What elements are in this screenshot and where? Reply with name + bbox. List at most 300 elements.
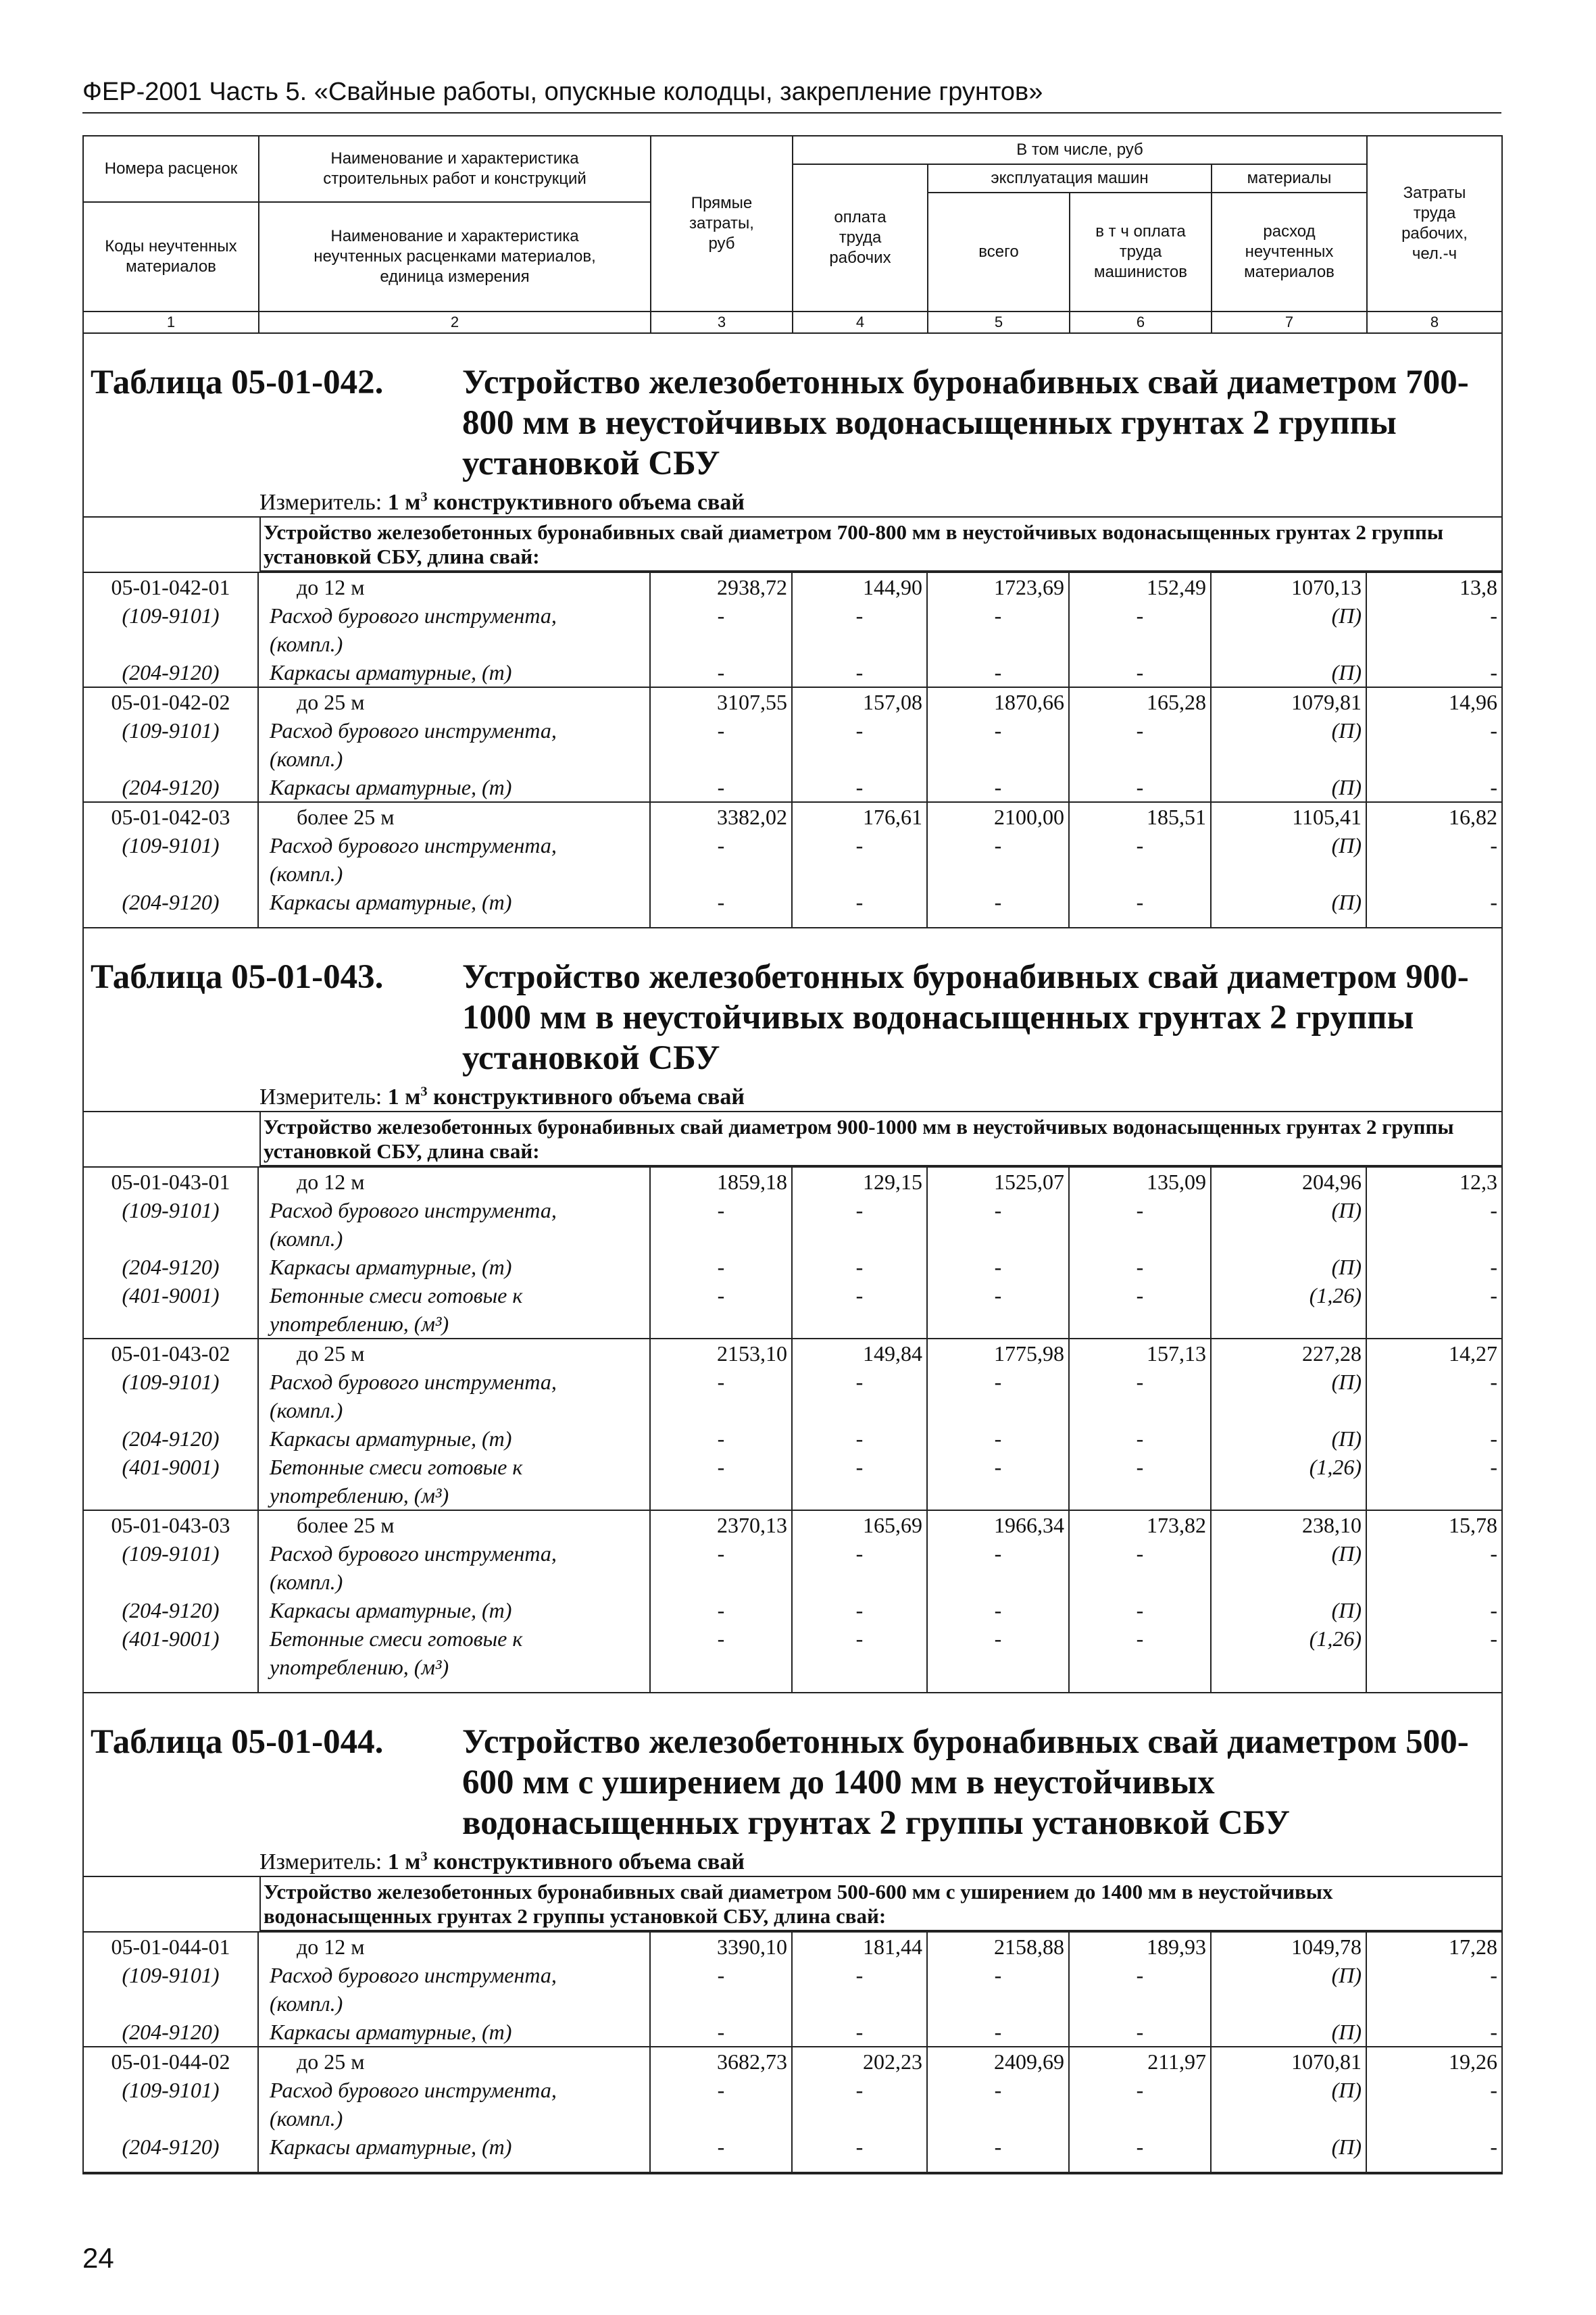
resource-name: Расход бурового инструмента, (компл.) [258, 1539, 650, 1596]
rate-materials: 227,28 [1211, 1339, 1366, 1368]
resource-value: - [1366, 888, 1501, 916]
resource-value: - [1069, 1368, 1211, 1424]
rate-materials: 1070,13 [1211, 572, 1366, 601]
header-name-top: Наименование и характеристика строительных работ и конструкций [323, 149, 587, 188]
resource-value: - [650, 2076, 792, 2133]
header-rule [82, 112, 1501, 114]
rate-labor: 17,28 [1366, 1932, 1501, 1961]
resource-name: Каркасы арматурные, (т) [258, 2018, 650, 2047]
spacer-cell [1211, 1681, 1366, 1692]
resource-quantity: (П) [1211, 1253, 1366, 1281]
table-meter [84, 484, 1501, 518]
rate-direct-cost: 1859,18 [650, 1167, 792, 1196]
rate-name: более 25 м [258, 802, 650, 831]
resource-value: - [792, 1424, 927, 1453]
rate-row [84, 572, 1501, 601]
rate-labor-pay: 176,61 [792, 802, 927, 831]
resource-code: (204-9120) [122, 890, 220, 914]
resource-value: - [792, 658, 927, 687]
resource-row [84, 1596, 1501, 1624]
spacer-cell [1211, 916, 1366, 927]
spacer-cell [792, 916, 927, 927]
resource-row [84, 2018, 1501, 2047]
rate-machinist-pay: 157,13 [1069, 1339, 1211, 1368]
column-number: 7 [1285, 314, 1294, 330]
rate-name: до 25 м [258, 687, 650, 716]
rate-machinist-pay: 211,97 [1069, 2047, 1211, 2076]
rate-labor: 16,82 [1366, 802, 1501, 831]
rate-code: 05-01-042-03 [84, 802, 258, 831]
resource-value: - [1069, 658, 1211, 687]
resource-value: - [792, 1961, 927, 2018]
resource-value: - [1069, 1281, 1211, 1339]
rate-row [84, 802, 1501, 831]
meter-unit: 1 м [387, 1085, 421, 1110]
resource-name: Каркасы арматурные, (т) [258, 1253, 650, 1281]
rate-machines-total: 2100,00 [927, 802, 1069, 831]
resource-value: - [792, 716, 927, 773]
spacer-cell [84, 2161, 258, 2172]
header-labor: Затраты труда рабочих, чел.-ч [1401, 184, 1468, 263]
resource-quantity: (П) [1211, 716, 1366, 773]
resource-value: - [1069, 2018, 1211, 2047]
resource-value: - [650, 2018, 792, 2047]
resource-name: Бетонные смеси готовые к употреблению, (м³) [258, 1281, 650, 1339]
rate-machinist-pay: 185,51 [1069, 802, 1211, 831]
resource-code: (204-9120) [122, 1426, 220, 1451]
table-title: Устройство железобетонных буронабивных свай диаметром 500-600 мм с уширением до 1400 мм в неустойчивых водонасыщенных грунтах 2 группы установкой СБУ [462, 1723, 1469, 1842]
resource-quantity: (1,26) [1211, 1453, 1366, 1510]
price-document [82, 135, 1503, 2174]
resource-value: - [927, 2076, 1069, 2133]
rate-direct-cost: 3682,73 [650, 2047, 792, 2076]
table-meter [84, 1843, 1501, 1877]
table-title: Устройство железобетонных буронабивных свай диаметром 700-800 мм в неустойчивых водонасыщенных грунтах 2 группы установкой СБУ [462, 364, 1469, 482]
resource-value: - [927, 831, 1069, 888]
resource-value: - [650, 1196, 792, 1253]
rate-name: до 12 м [258, 1932, 650, 1961]
resource-code: (204-9120) [122, 1598, 220, 1622]
rate-materials: 204,96 [1211, 1167, 1366, 1196]
resource-value: - [1366, 1961, 1501, 2018]
rate-code: 05-01-042-01 [84, 572, 258, 601]
resource-row [84, 1253, 1501, 1281]
resource-code: (204-9120) [122, 2135, 220, 2159]
column-number: 2 [450, 314, 459, 330]
resource-value: - [792, 1596, 927, 1624]
rate-direct-cost: 2370,13 [650, 1510, 792, 1539]
group-description: Устройство железобетонных буронабивных свай диаметром 700-800 мм в неустойчивых водонасыщенных грунтах 2 группы установкой СБУ, длина свай: [259, 518, 1501, 572]
rate-labor-pay: 129,15 [792, 1167, 927, 1196]
resource-value: - [792, 773, 927, 802]
resource-code: (401-9001) [122, 1626, 220, 1651]
resource-value: - [1366, 1424, 1501, 1453]
resource-row [84, 1368, 1501, 1424]
resource-value: - [1366, 716, 1501, 773]
resource-row [84, 831, 1501, 888]
resource-quantity: (П) [1211, 1539, 1366, 1596]
resource-quantity: (1,26) [1211, 1624, 1366, 1681]
section-spacer [84, 916, 1501, 927]
rate-row [84, 687, 1501, 716]
spacer-cell [927, 2161, 1069, 2172]
rate-direct-cost: 3107,55 [650, 687, 792, 716]
table-title: Устройство железобетонных буронабивных свай диаметром 900-1000 мм в неустойчивых водонасыщенных грунтах 2 группы установкой СБУ [462, 958, 1469, 1077]
column-number: 6 [1136, 314, 1145, 330]
resource-value: - [1366, 1624, 1501, 1681]
resource-quantity: (1,26) [1211, 1281, 1366, 1339]
resource-value: - [650, 773, 792, 802]
resource-quantity: (П) [1211, 1961, 1366, 2018]
resource-quantity: (П) [1211, 1596, 1366, 1624]
resource-quantity: (П) [1211, 658, 1366, 687]
spacer-cell [650, 916, 792, 927]
resource-name: Расход бурового инструмента, (компл.) [258, 1368, 650, 1424]
resource-value: - [792, 1281, 927, 1339]
resource-name: Расход бурового инструмента, (компл.) [258, 1196, 650, 1253]
rate-labor: 12,3 [1366, 1167, 1501, 1196]
resource-quantity: (П) [1211, 1424, 1366, 1453]
resource-quantity: (П) [1211, 1196, 1366, 1253]
header-machines-total: всего [978, 243, 1019, 261]
resource-value: - [650, 888, 792, 916]
resource-value: - [1069, 1453, 1211, 1510]
resource-quantity: (П) [1211, 2018, 1366, 2047]
resource-value: - [650, 1424, 792, 1453]
resource-code: (109-9101) [122, 603, 220, 628]
spacer-cell [1069, 2161, 1211, 2172]
resource-value: - [927, 601, 1069, 658]
table-heading [84, 1693, 1501, 1843]
resource-value: - [1366, 1539, 1501, 1596]
rate-labor: 13,8 [1366, 572, 1501, 601]
table-code: Таблица 05-01-043. [91, 958, 384, 996]
resource-value: - [792, 601, 927, 658]
resource-value: - [792, 1368, 927, 1424]
spacer-cell [792, 1681, 927, 1692]
rate-machines-total: 1966,34 [927, 1510, 1069, 1539]
column-number: 5 [994, 314, 1003, 330]
resource-value: - [650, 1596, 792, 1624]
resource-quantity: (П) [1211, 831, 1366, 888]
resource-name: Каркасы арматурные, (т) [258, 2133, 650, 2161]
resource-value: - [927, 1539, 1069, 1596]
resource-value: - [650, 1961, 792, 2018]
resource-value: - [1069, 601, 1211, 658]
resource-value: - [1366, 1453, 1501, 1510]
meter-description: конструктивного объема свай [433, 490, 745, 515]
resource-row [84, 773, 1501, 802]
spacer-cell [258, 1681, 650, 1692]
resource-name: Каркасы арматурные, (т) [258, 658, 650, 687]
resource-code: (204-9120) [122, 660, 220, 684]
resource-value: - [650, 1253, 792, 1281]
rate-labor: 14,27 [1366, 1339, 1501, 1368]
resource-value: - [1069, 888, 1211, 916]
spacer-cell [258, 916, 650, 927]
rate-labor-pay: 202,23 [792, 2047, 927, 2076]
group-description: Устройство железобетонных буронабивных свай диаметром 900-1000 мм в неустойчивых водонасыщенных грунтах 2 группы установкой СБУ, длина свай: [259, 1112, 1501, 1166]
rate-materials: 1105,41 [1211, 802, 1366, 831]
resource-value: - [1366, 773, 1501, 802]
column-number: 8 [1430, 314, 1439, 330]
rate-labor-pay: 157,08 [792, 687, 927, 716]
rate-machines-total: 1723,69 [927, 572, 1069, 601]
spacer-cell [1069, 916, 1211, 927]
meter-description: конструктивного объема свай [433, 1085, 745, 1110]
resource-value: - [1069, 831, 1211, 888]
resource-value: - [650, 831, 792, 888]
resource-name: Расход бурового инструмента, (компл.) [258, 1961, 650, 2018]
resource-row [84, 601, 1501, 658]
resource-value: - [1069, 1539, 1211, 1596]
resource-code: (109-9101) [122, 1198, 220, 1222]
column-numbers [84, 312, 1501, 334]
resource-value: - [1069, 773, 1211, 802]
table-code: Таблица 05-01-044. [91, 1723, 384, 1761]
page-number: 24 [82, 2242, 114, 2274]
resource-row [84, 2133, 1501, 2161]
rate-code: 05-01-044-02 [84, 2047, 258, 2076]
spacer-cell [650, 1681, 792, 1692]
resource-value: - [1366, 1596, 1501, 1624]
resource-value: - [927, 1961, 1069, 2018]
resource-code: (109-9101) [122, 1963, 220, 1987]
resource-value: - [927, 658, 1069, 687]
resource-value: - [1366, 1281, 1501, 1339]
header-code-bottom: Коды неучтенных материалов [105, 237, 237, 276]
resource-code: (401-9001) [122, 1283, 220, 1308]
resource-row [84, 658, 1501, 687]
rate-machines-total: 2409,69 [927, 2047, 1069, 2076]
rates-table [84, 1931, 1501, 2172]
rate-row [84, 1167, 1501, 1196]
rate-direct-cost: 2153,10 [650, 1339, 792, 1368]
spacer-cell [84, 1681, 258, 1692]
spacer-cell [1211, 2161, 1366, 2172]
rate-row [84, 1932, 1501, 1961]
resource-value: - [927, 2018, 1069, 2047]
rate-machinist-pay: 152,49 [1069, 572, 1211, 601]
resource-value: - [650, 2133, 792, 2161]
resource-value: - [792, 888, 927, 916]
resource-value: - [927, 1281, 1069, 1339]
resource-row [84, 1624, 1501, 1681]
resource-value: - [1069, 1961, 1211, 2018]
meter-unit-power: 3 [420, 1849, 428, 1864]
table-meter [84, 1078, 1501, 1112]
resource-value: - [927, 716, 1069, 773]
resource-value: - [1366, 1368, 1501, 1424]
resource-name: Бетонные смеси готовые к употреблению, (м³) [258, 1624, 650, 1681]
resource-value: - [927, 1368, 1069, 1424]
spacer-cell [1366, 916, 1501, 927]
resource-value: - [650, 1624, 792, 1681]
spacer-cell [258, 2161, 650, 2172]
meter-unit: 1 м [387, 1849, 421, 1874]
meter-unit-power: 3 [420, 489, 428, 505]
resource-value: - [650, 1539, 792, 1596]
rate-labor-pay: 181,44 [792, 1932, 927, 1961]
rate-code: 05-01-044-01 [84, 1932, 258, 1961]
resource-name: Каркасы арматурные, (т) [258, 888, 650, 916]
resource-quantity: (П) [1211, 601, 1366, 658]
resource-value: - [650, 601, 792, 658]
column-number: 3 [717, 314, 726, 330]
resource-value: - [650, 716, 792, 773]
rate-name: до 25 м [258, 2047, 650, 2076]
price-table-section [84, 1693, 1501, 2173]
resource-row [84, 1961, 1501, 2018]
resource-value: - [927, 773, 1069, 802]
spacer-cell [650, 2161, 792, 2172]
resource-quantity: (П) [1211, 888, 1366, 916]
resource-value: - [792, 2133, 927, 2161]
price-table-section [84, 928, 1501, 1693]
header-code-top: Номера расценок [104, 159, 238, 178]
table-heading [84, 334, 1501, 484]
resource-code: (109-9101) [122, 1370, 220, 1394]
spacer-cell [927, 1681, 1069, 1692]
resource-value: - [1069, 1424, 1211, 1453]
rate-labor-pay: 149,84 [792, 1339, 927, 1368]
resource-value: - [927, 1253, 1069, 1281]
rate-labor: 15,78 [1366, 1510, 1501, 1539]
header-labor-pay: оплата труда рабочих [829, 208, 891, 267]
resource-value: - [1366, 658, 1501, 687]
resource-code: (204-9120) [122, 1255, 220, 1279]
rate-machines-total: 1870,66 [927, 687, 1069, 716]
rate-direct-cost: 2938,72 [650, 572, 792, 601]
resource-code: (204-9120) [122, 775, 220, 799]
group-description: Устройство железобетонных буронабивных свай диаметром 500-600 мм с уширением до 1400 мм в неустойчивых водонасыщенных грунтах 2 группы установкой СБУ, длина свай: [259, 1877, 1501, 1931]
resource-value: - [927, 888, 1069, 916]
header-materials: материалы [1247, 169, 1332, 187]
resource-value: - [1366, 601, 1501, 658]
header-machines: эксплуатация машин [991, 169, 1149, 187]
header-materials-unaccounted: расход неучтенных материалов [1244, 222, 1335, 281]
rate-machines-total: 1775,98 [927, 1339, 1069, 1368]
rate-machinist-pay: 189,93 [1069, 1932, 1211, 1961]
resource-name: Расход бурового инструмента, (компл.) [258, 716, 650, 773]
column-number: 1 [166, 314, 176, 330]
rate-code: 05-01-043-01 [84, 1167, 258, 1196]
rate-row [84, 1510, 1501, 1539]
rates-table [84, 572, 1501, 927]
resource-name: Расход бурового инструмента, (компл.) [258, 831, 650, 888]
meter-unit: 1 м [387, 490, 421, 515]
price-tables [84, 334, 1501, 2173]
resource-value: - [1069, 1253, 1211, 1281]
resource-code: (109-9101) [122, 1541, 220, 1566]
spacer-cell [84, 916, 258, 927]
header-incl: В том числе, руб [1016, 141, 1143, 159]
resource-value: - [792, 1196, 927, 1253]
meter-label: Измеритель: [259, 490, 382, 515]
rate-name: до 12 м [258, 572, 650, 601]
rate-code: 05-01-043-02 [84, 1339, 258, 1368]
rate-labor: 19,26 [1366, 2047, 1501, 2076]
rate-name: до 12 м [258, 1167, 650, 1196]
table-code: Таблица 05-01-042. [91, 364, 384, 401]
rate-labor: 14,96 [1366, 687, 1501, 716]
resource-name: Расход бурового инструмента, (компл.) [258, 601, 650, 658]
rate-labor-pay: 144,90 [792, 572, 927, 601]
resource-code: (109-9101) [122, 718, 220, 743]
resource-value: - [792, 1624, 927, 1681]
rate-name: до 25 м [258, 1339, 650, 1368]
rate-direct-cost: 3390,10 [650, 1932, 792, 1961]
resource-value: - [792, 1453, 927, 1510]
resource-code: (109-9101) [122, 833, 220, 857]
meter-label: Измеритель: [259, 1085, 382, 1110]
spacer-cell [927, 916, 1069, 927]
resource-code: (401-9001) [122, 1455, 220, 1479]
column-header [84, 135, 1501, 312]
resource-row [84, 1453, 1501, 1510]
resource-row [84, 1424, 1501, 1453]
resource-value: - [927, 1424, 1069, 1453]
resource-value: - [1366, 2018, 1501, 2047]
resource-value: - [1069, 716, 1211, 773]
resource-value: - [650, 1368, 792, 1424]
resource-value: - [792, 2076, 927, 2133]
resource-name: Каркасы арматурные, (т) [258, 773, 650, 802]
rate-machinist-pay: 135,09 [1069, 1167, 1211, 1196]
table-heading [84, 928, 1501, 1078]
rate-code: 05-01-042-02 [84, 687, 258, 716]
section-spacer [84, 2161, 1501, 2172]
resource-value: - [792, 2018, 927, 2047]
rate-code: 05-01-043-03 [84, 1510, 258, 1539]
resource-value: - [1069, 1196, 1211, 1253]
resource-value: - [1069, 1624, 1211, 1681]
resource-quantity: (П) [1211, 1368, 1366, 1424]
resource-value: - [927, 1453, 1069, 1510]
section-spacer [84, 1681, 1501, 1692]
resource-name: Расход бурового инструмента, (компл.) [258, 2076, 650, 2133]
rate-machinist-pay: 165,28 [1069, 687, 1211, 716]
spacer-cell [1069, 1681, 1211, 1692]
meter-label: Измеритель: [259, 1849, 382, 1874]
page-header-title: ФЕР-2001 Часть 5. «Свайные работы, опускные колодцы, закрепление грунтов» [82, 78, 1043, 106]
resource-row [84, 888, 1501, 916]
column-number: 4 [855, 314, 865, 330]
resource-value: - [927, 2133, 1069, 2161]
rate-machines-total: 1525,07 [927, 1167, 1069, 1196]
rate-materials: 1079,81 [1211, 687, 1366, 716]
resource-row [84, 1281, 1501, 1339]
resource-name: Бетонные смеси готовые к употреблению, (м³) [258, 1453, 650, 1510]
resource-value: - [1069, 2133, 1211, 2161]
section-rule [84, 2172, 1501, 2173]
rate-machines-total: 2158,88 [927, 1932, 1069, 1961]
rates-table [84, 1166, 1501, 1692]
resource-name: Каркасы арматурные, (т) [258, 1596, 650, 1624]
spacer-cell [1366, 1681, 1501, 1692]
meter-unit-power: 3 [420, 1084, 428, 1099]
resource-code: (204-9120) [122, 2020, 220, 2044]
resource-value: - [792, 831, 927, 888]
header-name-bottom: Наименование и характеристика неучтенных расценками материалов, единица измерения [314, 227, 596, 286]
resource-value: - [927, 1196, 1069, 1253]
header-machinist-pay: в т ч оплата труда машинистов [1094, 222, 1188, 281]
spacer-cell [1366, 2161, 1501, 2172]
rate-direct-cost: 3382,02 [650, 802, 792, 831]
resource-row [84, 1196, 1501, 1253]
resource-value: - [1069, 2076, 1211, 2133]
resource-value: - [792, 1539, 927, 1596]
